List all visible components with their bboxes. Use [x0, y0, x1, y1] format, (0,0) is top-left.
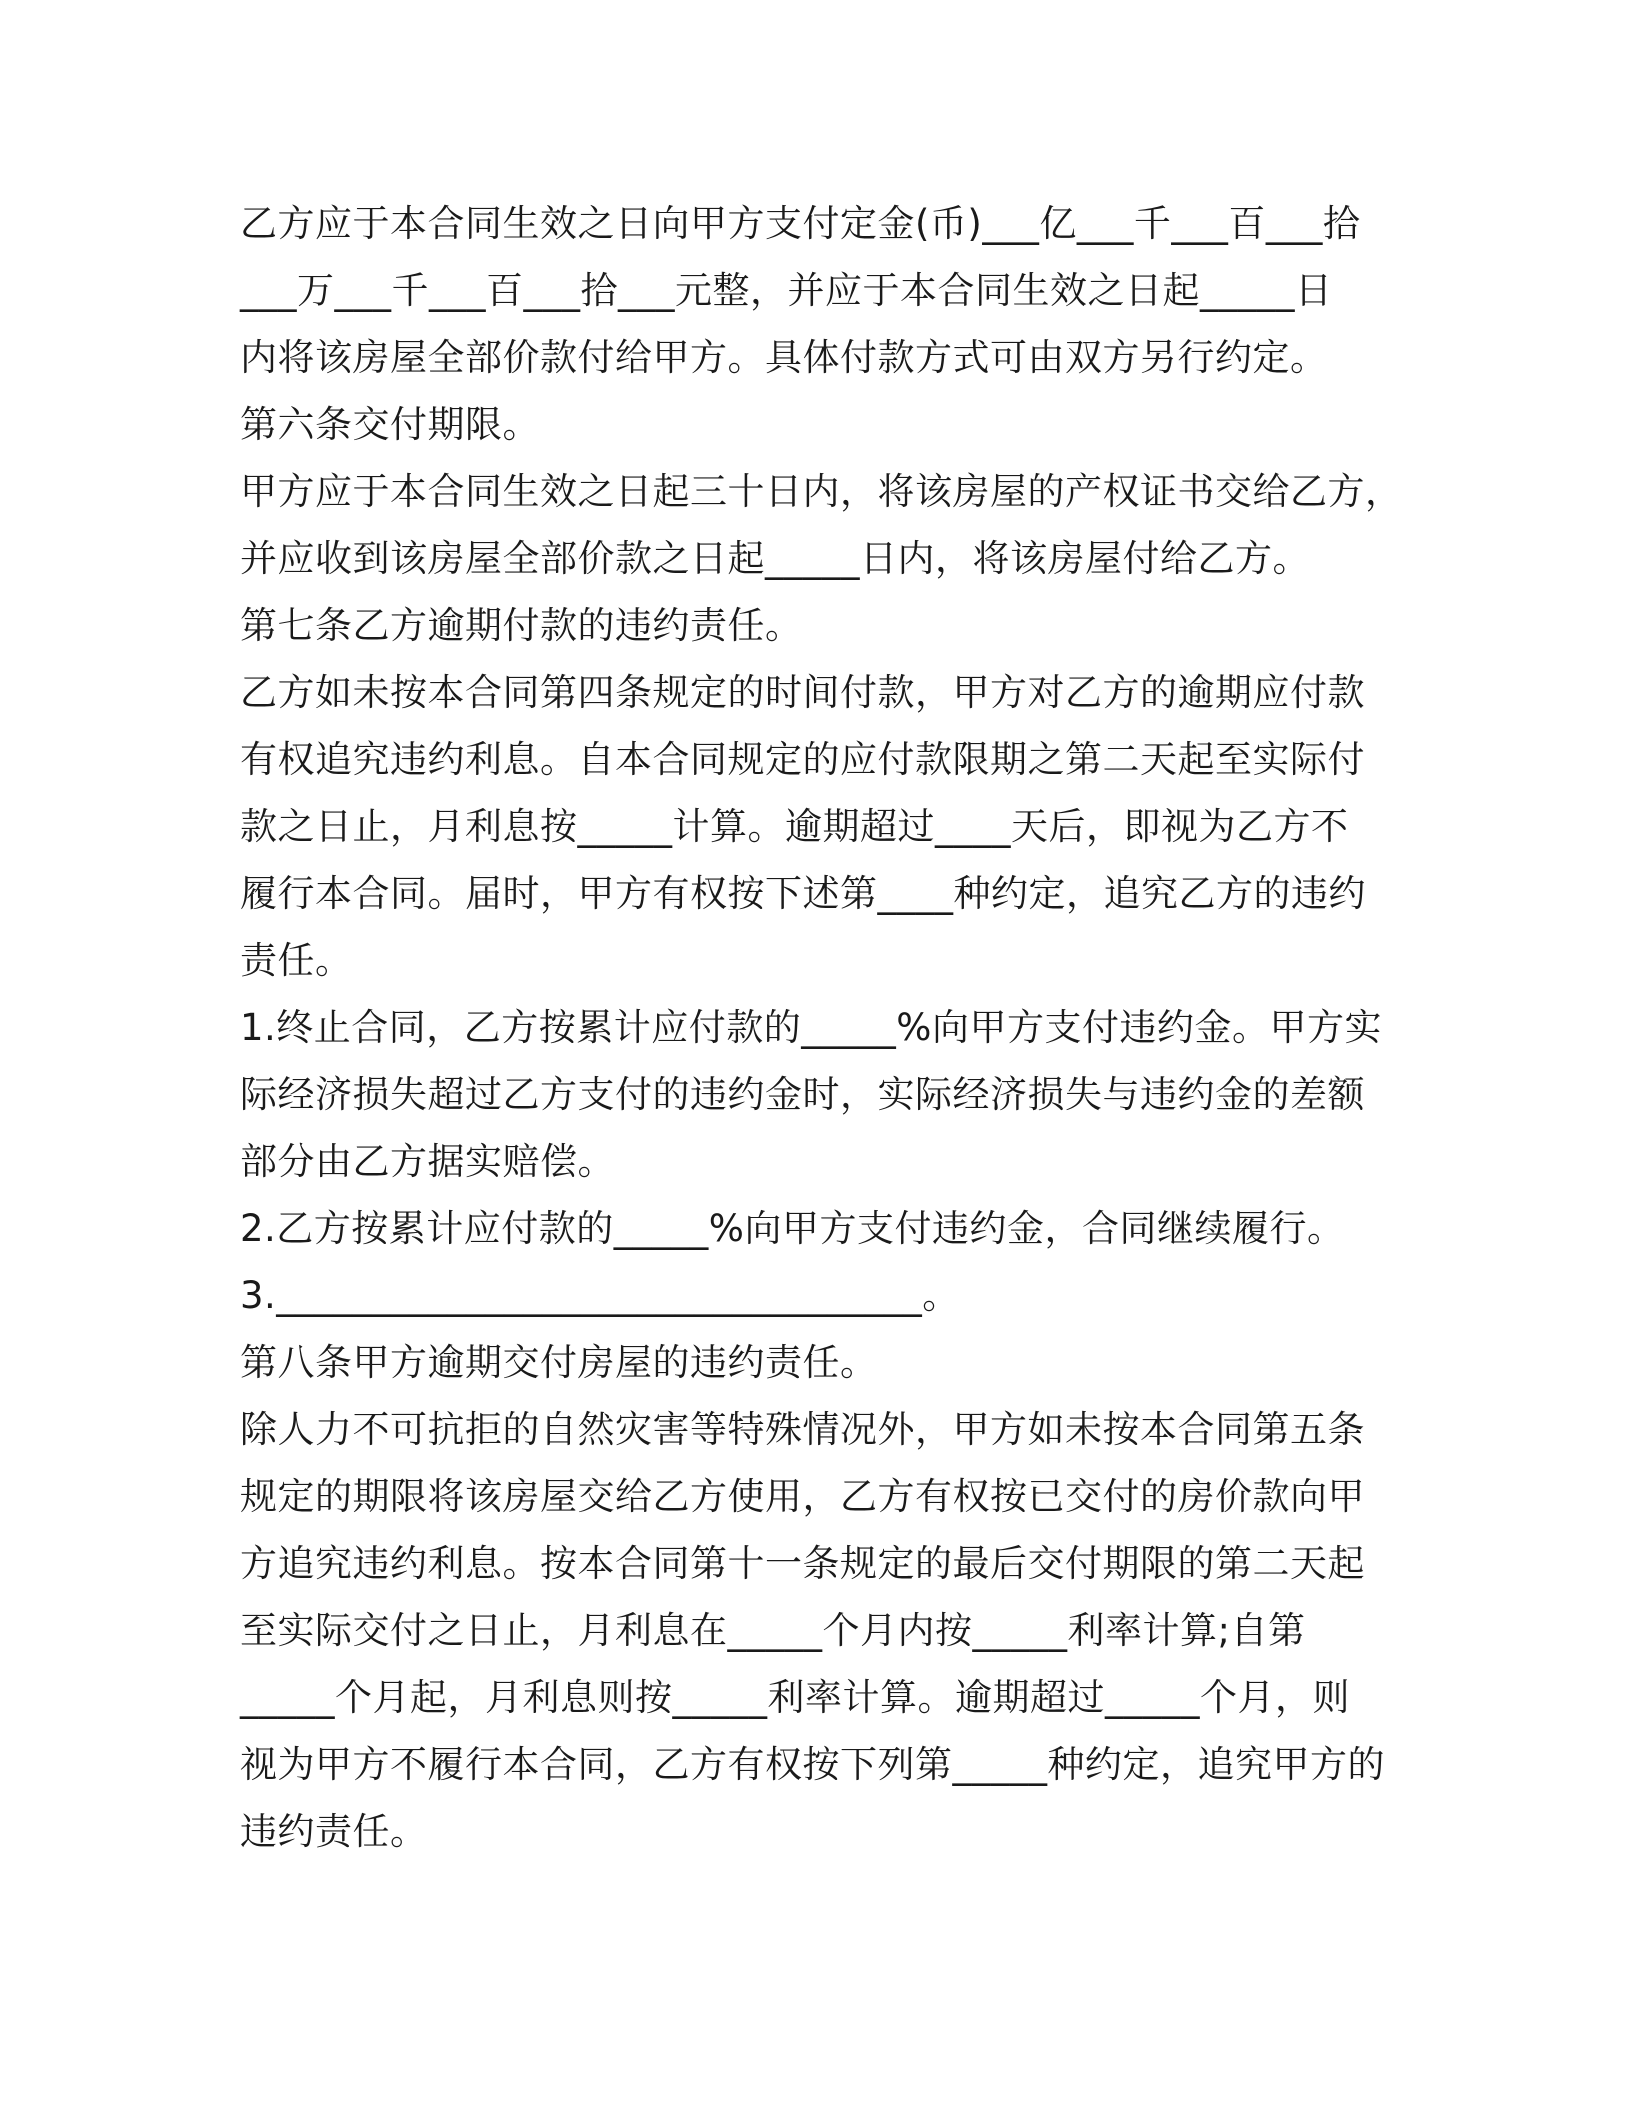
text-line-20: 规定的期限将该房屋交给乙方使用，乙方有权按已交付的房价款向甲 [240, 1475, 1365, 1518]
text-line-12: 责任。 [240, 939, 353, 982]
section-heading-article-6: 第六条交付期限。 [240, 403, 540, 446]
list-item-1: 1.终止合同，乙方按累计应付款的_____%向甲方支付违约金。甲方实 [240, 1006, 1382, 1049]
section-heading-article-8: 第八条甲方逾期交付房屋的违约责任。 [240, 1341, 878, 1384]
text-line-8: 乙方如未按本合同第四条规定的时间付款，甲方对乙方的逾期应付款 [240, 671, 1365, 714]
text-line-3: 内将该房屋全部价款付给甲方。具体付款方式可由双方另行约定。 [240, 336, 1328, 379]
text-line-22: 至实际交付之日止，月利息在_____个月内按_____利率计算;自第 [240, 1609, 1306, 1652]
text-line-14: 际经济损失超过乙方支付的违约金时，实际经济损失与违约金的差额 [240, 1073, 1365, 1116]
text-line-11: 履行本合同。届时，甲方有权按下述第____种约定，追究乙方的违约 [240, 872, 1366, 915]
text-line-1: 乙方应于本合同生效之日向甲方支付定金(币)___亿___千___百___拾 [240, 202, 1361, 245]
section-heading-article-7: 第七条乙方逾期付款的违约责任。 [240, 604, 803, 647]
text-line-5: 甲方应于本合同生效之日起三十日内，将该房屋的产权证书交给乙方， [240, 470, 1403, 513]
document-body [240, 190, 1420, 1865]
text-line-10: 款之日止，月利息按_____计算。逾期超过____天后，即视为乙方不 [240, 805, 1349, 848]
text-line-9: 有权追究违约利息。自本合同规定的应付款限期之第二天起至实际付 [240, 738, 1365, 781]
text-line-21: 方追究违约利息。按本合同第十一条规定的最后交付期限的第二天起 [240, 1542, 1365, 1585]
text-line-6: 并应收到该房屋全部价款之日起_____日内，将该房屋付给乙方。 [240, 537, 1310, 580]
text-line-23: _____个月起，月利息则按_____利率计算。逾期超过_____个月，则 [240, 1676, 1350, 1719]
text-line-2: ___万___千___百___拾___元整，并应于本合同生效之日起_____日 [240, 269, 1333, 312]
text-line-19: 除人力不可抗拒的自然灾害等特殊情况外，甲方如未按本合同第五条 [240, 1408, 1365, 1451]
text-line-15: 部分由乙方据实赔偿。 [240, 1140, 615, 1183]
text-line-25: 违约责任。 [240, 1810, 428, 1853]
list-item-2: 2.乙方按累计应付款的_____%向甲方支付违约金，合同继续履行。 [240, 1207, 1345, 1250]
list-item-3: 3.__________________________________。 [240, 1274, 960, 1317]
text-line-24: 视为甲方不履行本合同，乙方有权按下列第_____种约定，追究甲方的 [240, 1743, 1385, 1786]
